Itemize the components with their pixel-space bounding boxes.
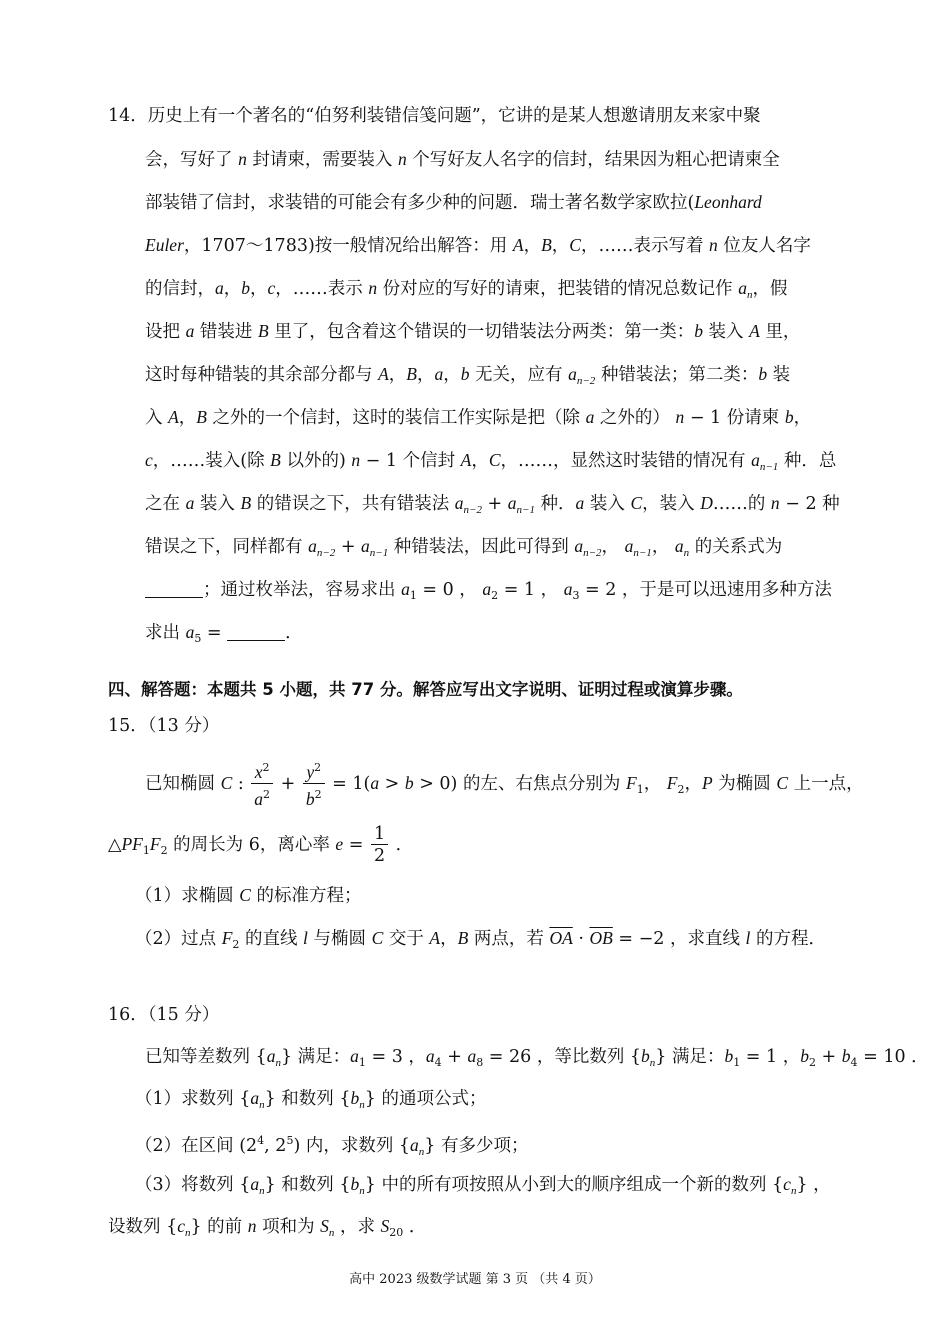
fraction-one-half: $\frac{1}{2}$	[371, 824, 388, 867]
section-heading: 四、解答题：本题共 5 小题，共 77 分。解答应写出文字说明、证明过程或演算步骤。	[108, 680, 743, 699]
q15-part-2: （2）过点 $F_2$ 的直线 l 与椭圆 C 交于 A，B 两点，若 $\overline{OA} \cdot \overline{OB} = -2$ ，求直线 l 的方程．	[135, 928, 826, 951]
vector-oa: $\overline{OA}$	[549, 928, 573, 948]
q14-line-1: 14．历史上有一个著名的“伯努利装错信笺问题”，它讲的是某人想邀请朋友来家中聚	[108, 106, 761, 126]
q14-line-9: c，……装入(除 B 以外的) n − 1 个信封 A，C，……，显然这时装错的情况有 $a_{n-1}$ 种．总	[145, 450, 837, 473]
q16-part-3-continued: 设数列 $\{c_n\}$ 的前 n 项和为 $S_n$ ，求 $S_{20}$ ．	[108, 1216, 427, 1239]
fraction-x2-a2: $\frac{x^2}{a^2}$	[251, 758, 273, 811]
vector-ob: $\overline{OB}$	[589, 928, 613, 948]
q14-line-8: 入 A，B 之外的一个信封，这时的装信工作实际是把（除 a 之外的） n − 1 份请柬 b，	[145, 407, 812, 428]
fraction-y2-b2: $\frac{y^2}{b^2}$	[303, 758, 325, 811]
q14-line-7: 这时每种错装的其余部分都与 A，B，a，b 无关，应有 $a_{n-2}$ 种错装法；第二类：b 装	[145, 364, 791, 387]
q14-number: 14．	[108, 106, 148, 126]
q16-part-2: （2）在区间 ($2^4$, $2^5$) 内，求数列 $\{a_n\}$ 有多少项；	[135, 1134, 529, 1158]
q14-line-11: 错误之下，同样都有 $a_{n-2} + a_{n-1}$ 种错装法，因此可得到 $a_{n-2}$， $a_{n-1}$， $a_n$ 的关系式为	[145, 536, 783, 559]
q14-line-13: 求出 $a_5$ = ．	[145, 622, 303, 645]
page-footer: 高中 2023 级数学试题 第 3 页 （共 4 页）	[349, 1272, 601, 1287]
q14-line-3: 部装错了信封，求装错的可能会有多少种的问题．瑞士著名数学家欧拉(Leonhard	[145, 192, 762, 213]
q14-line-10: 之在 a 装入 B 的错误之下，共有错装法 $a_{n-2} + a_{n-1}$ 种．a 装入 C，装入 D……的 n − 2 种	[145, 493, 840, 516]
q15-statement-2: $\triangle PF_1F_2$ 的周长为 6，离心率 e = $\frac{1}{2}$ ．	[108, 824, 414, 866]
q14-line-4: Euler，1707～1783)按一般情况给出解答：用 A，B，C，……表示写着 n 位友人名字	[145, 235, 811, 256]
q14-line-6: 设把 a 错装进 B 里了，包含着这个错误的一切错装法分两类：第一类：b 装入 A 里，	[145, 321, 801, 342]
q16-statement: 已知等差数列 $\{a_n\}$ 满足：$a_1 = 3$ ，$a_4 + a_8 = 26$ ，等比数列 $\{b_n\}$ 满足：$b_1 = 1$ ，$b_2 + b_4 = 10$ ．	[145, 1046, 929, 1069]
q15-part-1: （1）求椭圆 C 的标准方程；	[135, 885, 362, 906]
q16-part-1: （1）求数列 $\{a_n\}$ 和数列 $\{b_n\}$ 的通项公式；	[135, 1088, 487, 1111]
answer-blank-2[interactable]	[227, 622, 285, 641]
q14-line-12: ；通过枚举法，容易求出 $a_1 = 0$ ， $a_2 = 1$ ， $a_3 = 2$ ，于是可以迅速用多种方法	[145, 575, 832, 610]
answer-blank-1[interactable]	[145, 579, 203, 598]
q16-part-3: （3）将数列 $\{a_n\}$ 和数列 $\{b_n\}$ 中的所有项按照从小到大的顺序组成一个新的数列 $\{c_n\}$ ，	[135, 1174, 831, 1197]
q15-statement-1: 已知椭圆 C : $\frac{x^2}{a^2}$ + $\frac{y^2}{b^2}$ = 1(a > b > 0) 的左、右焦点分别为 $F_1$， $F_2$，P 为椭圆 C 上一点，	[145, 758, 864, 812]
q14-line-2: 会，写好了 n 封请柬，需要装入 n 个写好友人名字的信封，结果因为粗心把请柬全	[145, 149, 780, 170]
q14-line-5: 的信封，a，b，c，……表示 n 份对应的写好的请柬，把装错的情况总数记作 $a_n$，假	[145, 278, 788, 301]
q16-number: 16．（15 分）	[108, 1005, 220, 1025]
q15-number: 15．（13 分）	[108, 716, 220, 736]
